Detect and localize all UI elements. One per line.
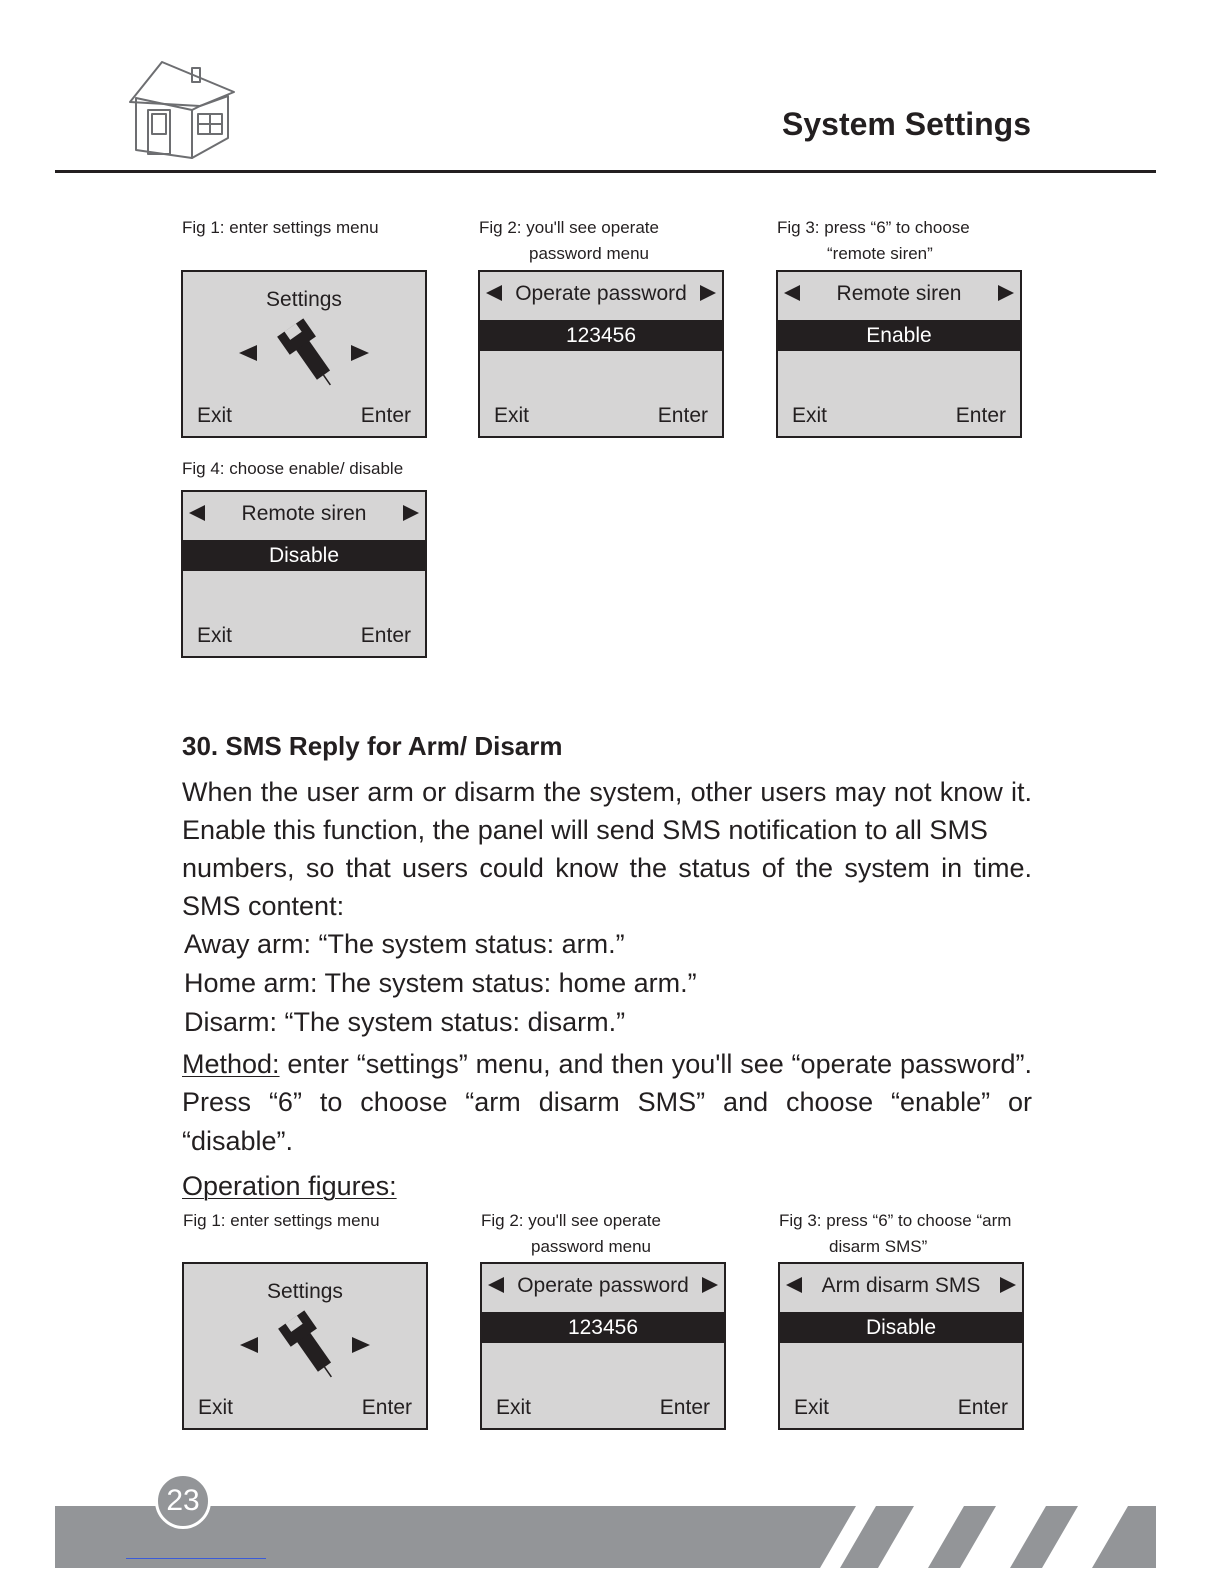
method-text: enter “settings” menu, and then you'll see “operate password”. [279, 1049, 1032, 1079]
left-arrow-icon [240, 1336, 258, 1354]
right-arrow-icon [1000, 1276, 1016, 1294]
selected-value-bar: 123456 [482, 1312, 724, 1343]
screen-title: Operate password [517, 1274, 689, 1297]
page-number: 23 [155, 1473, 211, 1529]
sms-content-line: Disarm: “The system status: disarm.” [184, 1007, 626, 1037]
fig1-caption [183, 1208, 380, 1234]
sms-content-line: Home arm: The system status: home arm.” [184, 968, 697, 998]
paragraph-line: When the user arm or disarm the system, other users may not know it. [182, 777, 1032, 807]
selected-value-bar: Disable [780, 1312, 1022, 1343]
method-label: Method: [182, 1049, 280, 1079]
fig2-caption [481, 1208, 661, 1260]
right-arrow-icon [702, 1276, 718, 1294]
enter-label: Enter [657, 404, 708, 427]
enter-label: Enter [360, 624, 411, 647]
footer-link-underline [126, 1558, 266, 1559]
screen-title: Settings [267, 1280, 343, 1303]
screen-title: Remote siren [241, 502, 367, 525]
operate-password-screen [480, 1262, 726, 1430]
caption-line: Fig 2: you'll see operate [479, 218, 659, 237]
settings-screen [181, 270, 427, 438]
method-line: “disable”. [182, 1126, 294, 1156]
left-arrow-icon [239, 344, 257, 362]
caption-line: Fig 1: enter settings menu [183, 1211, 380, 1230]
enter-label: Enter [957, 1396, 1008, 1419]
caption-line: password menu [531, 1237, 652, 1256]
right-arrow-icon [403, 504, 419, 522]
right-arrow-icon [351, 344, 369, 362]
wrench-icon [276, 1310, 342, 1380]
caption-line: Fig 3: press “6” to choose [777, 218, 970, 237]
selected-value-bar: Enable [778, 320, 1020, 351]
exit-label: Exit [494, 404, 530, 427]
enter-label: Enter [659, 1396, 710, 1419]
remote-siren-enable-screen [776, 270, 1022, 438]
exit-label: Exit [496, 1396, 532, 1419]
wrench-icon [275, 318, 341, 388]
remote-siren-disable-screen [181, 490, 427, 658]
caption-line: Fig 1: enter settings menu [182, 218, 379, 237]
fig1-caption [182, 215, 379, 241]
house-logo-icon [128, 58, 238, 162]
right-arrow-icon [700, 284, 716, 302]
screen-title: Remote siren [836, 282, 962, 305]
section-title: 30. SMS Reply for Arm/ Disarm [182, 731, 563, 761]
exit-label: Exit [197, 624, 233, 647]
enter-label: Enter [361, 1396, 412, 1419]
method-line: Press “6” to choose “arm disarm SMS” and choose “enable” or [182, 1087, 1032, 1117]
fig3-caption [779, 1208, 1011, 1260]
selected-value-bar: Disable [183, 540, 425, 571]
exit-label: Exit [792, 404, 828, 427]
page-header-title: System Settings [782, 106, 1031, 142]
footer-stripes [820, 1506, 1156, 1568]
enter-label: Enter [360, 404, 411, 427]
exit-label: Exit [197, 404, 233, 427]
paragraph-line: SMS content: [182, 891, 345, 921]
caption-line: Fig 3: press “6” to choose “arm [779, 1211, 1012, 1230]
enter-label: Enter [955, 404, 1006, 427]
right-arrow-icon [352, 1336, 370, 1354]
paragraph-line: Enable this function, the panel will send SMS notification to all SMS [182, 815, 988, 845]
selected-value-bar: 123456 [480, 320, 722, 351]
fig3-caption [777, 215, 970, 267]
screen-title: Settings [266, 288, 342, 311]
screen-title: Arm disarm SMS [821, 1274, 981, 1297]
sms-content-line: Away arm: “The system status: arm.” [184, 929, 625, 959]
operate-password-screen [478, 270, 724, 438]
exit-label: Exit [198, 1396, 234, 1419]
header-divider [55, 170, 1156, 173]
right-arrow-icon [998, 284, 1014, 302]
caption-line: “remote siren” [827, 244, 933, 263]
caption-line: password menu [529, 244, 650, 263]
method-line [182, 1045, 1032, 1083]
caption-line: disarm SMS” [829, 1237, 928, 1256]
operation-figures-label: Operation figures: [182, 1171, 397, 1201]
arm-disarm-sms-screen [778, 1262, 1024, 1430]
caption-line: Fig 4: choose enable/ disable [182, 459, 404, 478]
screen-title: Operate password [515, 282, 687, 305]
fig2-caption [479, 215, 659, 267]
fig4-caption [182, 456, 403, 482]
settings-screen [182, 1262, 428, 1430]
exit-label: Exit [794, 1396, 830, 1419]
paragraph-line: numbers, so that users could know the status of the system in time. [182, 853, 1032, 883]
caption-line: Fig 2: you'll see operate [481, 1211, 661, 1230]
